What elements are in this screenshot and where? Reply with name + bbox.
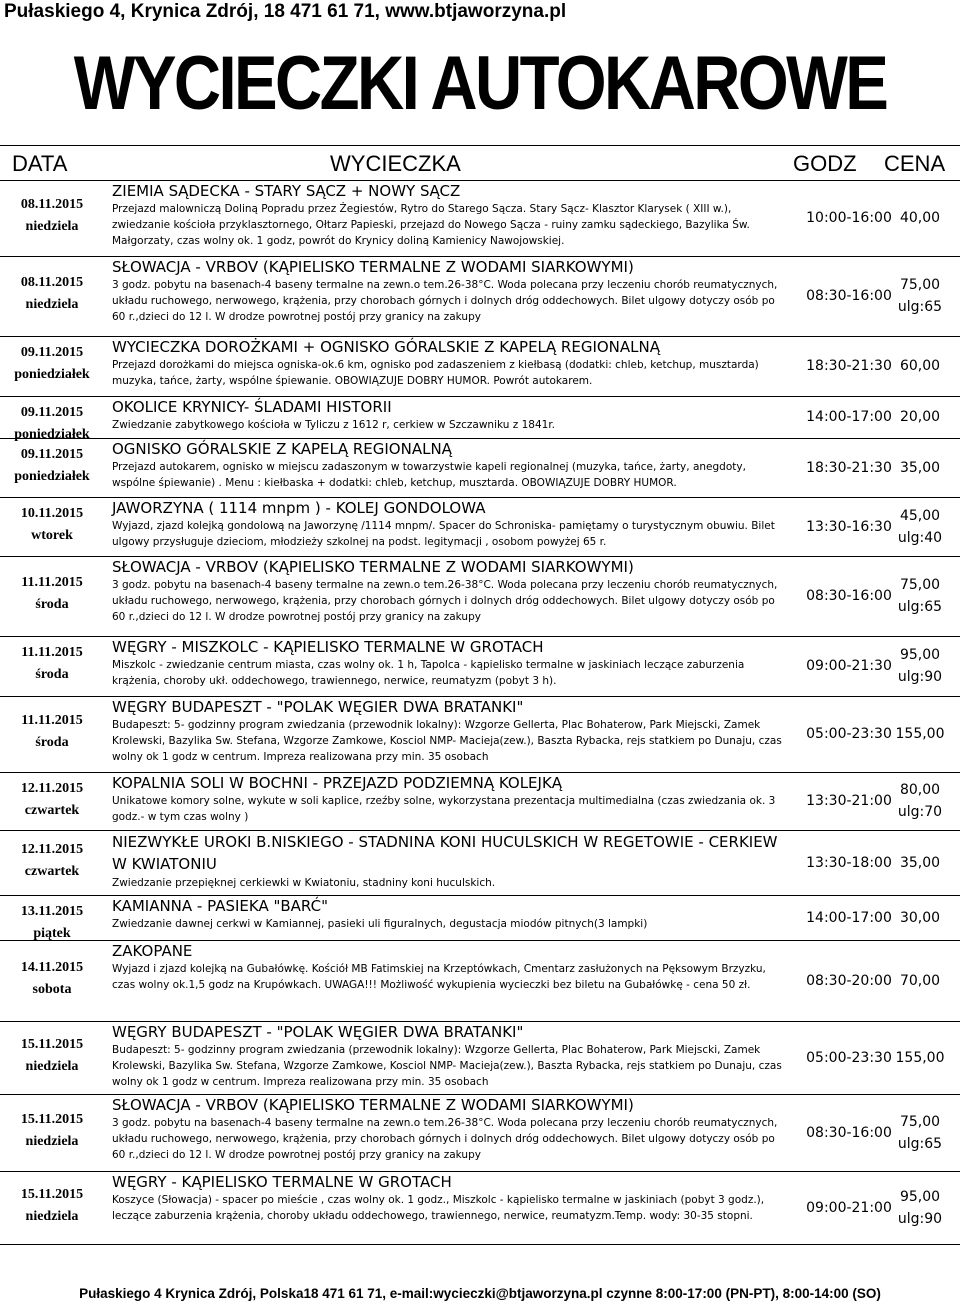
price-regular: 80,00 <box>899 782 941 798</box>
price-regular: 20,00 <box>899 409 941 425</box>
trip-price <box>880 907 960 929</box>
trip-price <box>880 1111 960 1155</box>
trip-title: KAMIANNA - PASIEKA "BARĆ" <box>112 897 328 915</box>
trip-price <box>880 457 960 479</box>
trip-weekday: niedziela <box>25 219 79 234</box>
trip-price <box>880 644 960 688</box>
agency-contact-footer: Pułaskiego 4 Krynica Zdrój, Polska18 471 61 71, e-mail:wycieczki@btjaworzyna.pl czynne 8:00-17:00 (PN-PT), 8:00-14:00 (SO) <box>79 1286 881 1301</box>
trip-row <box>0 1021 960 1094</box>
trip-details <box>112 181 786 249</box>
trip-date <box>0 1186 104 1226</box>
trip-description: Wyjazd, zjazd kolejką gondolową na Jaworzynę /1114 mnpm/. Spacer do Schroniska- pamiętamy o turystycznym obuwiu. Bilet ulgowy przysługuje dzieciom, młodzieży szkolnej na podst. legitymacji , osobom powyżej 65 r. <box>112 520 775 548</box>
trip-description: Zwiedzanie zabytkowego kościoła w Tyliczu z 1612 r, cerkiew w Szczawniku z 1841r. <box>112 419 556 431</box>
trip-weekday: piątek <box>33 926 71 941</box>
trip-date-value: 15.11.2015 <box>20 1111 84 1127</box>
trip-row <box>0 830 960 895</box>
price-regular: 95,00 <box>899 647 941 663</box>
trip-title: WĘGRY - MISZKOLC - KĄPIELISKO TERMALNE W GROTACH <box>112 638 544 656</box>
trip-weekday: niedziela <box>25 297 79 312</box>
trip-date-value: 11.11.2015 <box>21 575 83 590</box>
trip-time: 05:00-23:30 <box>806 1049 892 1066</box>
column-header-trip: WYCIECZKA <box>330 151 461 176</box>
trip-date-value: 15.11.2015 <box>20 1186 84 1202</box>
table-top-border <box>0 145 960 146</box>
price-regular: 70,00 <box>899 972 941 989</box>
trip-title: WĘGRY BUDAPESZT - "POLAK WĘGIER DWA BRATANKI" <box>112 698 524 716</box>
trip-date <box>0 574 104 614</box>
price-regular: 60,00 <box>899 358 941 374</box>
trip-description: Budapeszt: 5- godzinny program zwiedzania (przewodnik lokalny): Wzgorze Gellerta, Plac Bohaterow, Park Miejscki, Zamek Krolewski, Bazylika Sw. Stefana, Wzgorze Zamkowe, Kosciol NMP- Macieja(zew.), Baszta Rybacka, rejs statkiem po Dunaju, czas wolny ok 1 godz w centrum. Impreza realizowana przy min. 35 osobach <box>112 1044 782 1088</box>
trip-date-value: 13.11.2015 <box>20 904 84 919</box>
trip-time: 18:30-21:30 <box>806 358 892 374</box>
trip-description: Unikatowe komory solne, wykute w soli kaplice, rzeźby solne, wykorzystana prezentacja multimedialna (czas zwiedzania ok. 3 godz.- w tym czas wolny ) <box>112 795 776 823</box>
trip-row <box>0 1171 960 1244</box>
trip-row <box>0 438 960 497</box>
trip-date <box>0 644 104 684</box>
trip-date-value: 14.11.2015 <box>20 959 84 975</box>
agency-contact-header: Pułaskiego 4, Krynica Zdrój, 18 471 61 71, www.btjaworzyna.pl <box>4 1 567 22</box>
trip-date-value: 09.11.2015 <box>20 345 84 360</box>
price-regular: 35,00 <box>899 854 941 871</box>
trip-date <box>0 1111 104 1151</box>
trip-time: 09:00-21:00 <box>806 1199 892 1216</box>
trip-description: Koszyce (Słowacja) - spacer po mieście , czas wolny ok. 1 godz., Miszkolc - kąpielisko termalne w jaskiniach (pobyt 3 godz.), leczące zaburzenia krążenia, choroby układu oddechowego, trawiennego, nerwice, reumatyzm.Temp. wody: 30-35 stopni. <box>112 1194 765 1222</box>
trip-title: OGNISKO GÓRALSKIE Z KAPELĄ REGIONALNĄ <box>112 440 452 458</box>
trip-row <box>0 772 960 830</box>
trip-date-value: 08.11.2015 <box>20 275 84 290</box>
trip-date-value: 09.11.2015 <box>20 405 84 420</box>
trip-details <box>112 773 786 825</box>
trip-row <box>0 396 960 442</box>
trip-weekday: czwartek <box>24 863 80 879</box>
trip-date-value: 11.11.2015 <box>21 713 83 728</box>
trip-title: JAWORZYNA ( 1114 mnpm ) - KOLEJ GONDOLOWA <box>112 499 486 517</box>
price-reduced: ulg:90 <box>897 1210 943 1227</box>
trip-row <box>0 636 960 696</box>
trip-weekday: poniedziałek <box>14 469 90 484</box>
trip-row <box>0 556 960 636</box>
column-header-time: GODZ <box>793 151 857 176</box>
trip-details <box>112 397 786 433</box>
price-regular: 155,00 <box>895 726 945 742</box>
trip-date-value: 09.11.2015 <box>20 447 84 462</box>
trip-date <box>0 1036 104 1076</box>
trip-time: 05:00-23:30 <box>806 726 892 742</box>
trip-details <box>112 498 786 550</box>
price-regular: 75,00 <box>899 577 941 593</box>
price-regular: 75,00 <box>899 1113 941 1130</box>
trip-time: 08:30-20:00 <box>806 972 892 989</box>
trip-date-value: 15.11.2015 <box>20 1036 84 1052</box>
trip-time: 18:30-21:30 <box>806 459 892 476</box>
trip-details <box>112 1095 786 1163</box>
trip-time: 13:30-18:00 <box>806 854 892 871</box>
trip-description: Wyjazd i zjazd kolejką na Gubałówkę. Kościół MB Fatimskiej na Krzeptówkach, Cmentarz zasłużonych na Pęksowym Brzyzku, czas wolny ok.1,5 godz na Krupówkach. UWAGA!!! Możliwość wykupienia wycieczki bez biletu na Gubałówkę - cena 50 zł. <box>112 963 766 991</box>
trip-time: 09:00-21:30 <box>806 658 892 674</box>
trip-price <box>880 779 960 823</box>
trip-time: 10:00-16:00 <box>806 210 892 226</box>
trip-price <box>880 574 960 618</box>
trip-row <box>0 497 960 556</box>
column-header-date: DATA <box>12 151 68 176</box>
trip-details <box>112 557 786 625</box>
trip-description: Przejazd malowniczą Doliną Popradu przez Żegiestów, Rytro do Starego Sącza. Stary Sącz- Klasztor Klarysek ( XIII w.), zwiedzanie kościoła przyklasztornego, Ołtarz Papieski, przejazd do Nowego Sącza - ruiny zamku sądeckiego, Bazylika Św. Małgorzaty, czas wolny ok. 1 godz, powrót do Krynicy doliną Kamienicy Nawojowskiej. <box>112 203 750 247</box>
trip-details <box>112 941 786 993</box>
trip-details <box>112 257 786 325</box>
trip-row <box>0 895 960 940</box>
trip-weekday: niedziela <box>25 1058 79 1074</box>
trip-price <box>880 970 960 992</box>
trip-price <box>880 406 960 428</box>
trip-time: 08:30-16:00 <box>806 1124 892 1141</box>
trip-title: WĘGRY - KĄPIELISKO TERMALNE W GROTACH <box>112 1173 452 1191</box>
column-header-price: CENA <box>884 151 946 176</box>
trip-details <box>112 896 786 932</box>
trip-description: 3 godz. pobytu na basenach-4 baseny termalne na zewn.o tem.26-38°C. Woda polecana przy leczeniu chorób reumatycznych, układu ruchowego, nerwowego, krążenia, przy chorobach górnych i dolnych dróg oddechowych. Bilet ulgowy dotyczy osób po 60 r.,dzieci do 12 l. W drodze powrotnej postój przy granicy na zakupy <box>112 1117 778 1161</box>
trip-row <box>0 696 960 772</box>
trip-time: 08:30-16:00 <box>806 588 892 604</box>
trip-details <box>112 337 786 389</box>
trip-date-value: 11.11.2015 <box>21 645 83 660</box>
trip-date-value: 08.11.2015 <box>20 197 84 212</box>
trip-row <box>0 1094 960 1171</box>
trip-weekday: sobota <box>32 981 72 997</box>
trip-price <box>880 1047 960 1069</box>
trip-title: OKOLICE KRYNICY- ŚLADAMI HISTORII <box>112 398 392 416</box>
trip-price <box>880 207 960 229</box>
trip-time: 08:30-16:00 <box>806 288 892 304</box>
trip-title: SŁOWACJA - VRBOV (KĄPIELISKO TERMALNE Z WODAMI SIARKOWYMI) <box>112 558 634 576</box>
price-reduced: ulg:90 <box>897 669 943 685</box>
trip-title: SŁOWACJA - VRBOV (KĄPIELISKO TERMALNE Z WODAMI SIARKOWYMI) <box>112 1096 634 1114</box>
trip-price <box>880 1186 960 1230</box>
trip-title: WĘGRY BUDAPESZT - "POLAK WĘGIER DWA BRATANKI" <box>112 1023 524 1041</box>
trip-date <box>0 841 104 881</box>
trip-weekday: poniedziałek <box>14 367 90 382</box>
trip-date <box>0 959 104 999</box>
price-reduced: ulg:40 <box>897 529 943 546</box>
trip-date <box>0 196 104 236</box>
trip-date <box>0 344 104 384</box>
trip-date <box>0 505 104 545</box>
trip-date <box>0 274 104 314</box>
price-regular: 40,00 <box>899 210 941 226</box>
trip-title: WYCIECZKA DOROŻKAMI + OGNISKO GÓRALSKIE Z KAPELĄ REGIONALNĄ <box>112 338 661 356</box>
trip-details <box>112 439 786 491</box>
table-bottom-border <box>0 1244 960 1245</box>
price-regular: 95,00 <box>899 1188 941 1205</box>
trip-time: 14:00-17:00 <box>806 909 892 926</box>
trip-title: NIEZWYKŁE UROKI B.NISKIEGO - STADNINA KONI HUCULSKICH W REGETOWIE - CERKIEW W KWIATONIU <box>112 833 778 873</box>
price-regular: 155,00 <box>895 1049 945 1066</box>
trip-description: Zwiedzanie przepięknej cerkiewki w Kwiatoniu, stadniny koni huculskich. <box>112 877 496 889</box>
trip-details <box>112 1022 786 1090</box>
trip-description: Budapeszt: 5- godzinny program zwiedzania (przewodnik lokalny): Wzgorze Gellerta, Plac Bohaterow, Park Miejscki, Zamek Krolewski, Bazylika Sw. Stefana, Wzgorze Zamkowe, Kosciol NMP- Macieja(zew.), Baszta Rybacka, rejs statkiem po Dunaju, czas wolny ok 1 godz w centrum. Impreza realizowana przy min. 35 osobach <box>112 719 782 763</box>
price-reduced: ulg:65 <box>897 1135 943 1152</box>
price-regular: 30,00 <box>899 909 941 926</box>
trip-date-value: 10.11.2015 <box>20 506 84 521</box>
trip-description: Przejazd dorożkami do miejsca ogniska-ok.6 km, ognisko pod zadaszeniem z kiełbasą (dodatki: chleb, ketchup, musztarda) muzyka, tańce, żarty, wspólne śpiewanie. OBOWIĄZUJE DOBRY HUMOR. Powrót autokarem. <box>112 359 759 387</box>
trip-description: 3 godz. pobytu na basenach-4 baseny termalne na zewn.o tem.26-38°C. Woda polecana przy leczeniu chorób reumatycznych, układu ruchowego, nerwowego, krążenia, przy chorobach górnych i dolnych dróg oddechowych. Bilet ulgowy dotyczy osób po 60 r.,dzieci do 12 l. W drodze powrotnej postój przy granicy na zakupy <box>112 579 778 623</box>
trip-title: KOPALNIA SOLI W BOCHNI - PRZEJAZD PODZIEMNĄ KOLEJKĄ <box>112 774 563 792</box>
trip-date <box>0 780 104 820</box>
trip-row <box>0 180 960 256</box>
trip-description: Zwiedzanie dawnej cerkwi w Kamiannej, pasieki uli figuralnych, degustacja miodów pitnych(3 lampki) <box>112 918 648 930</box>
trip-title: ZAKOPANE <box>112 942 193 960</box>
trip-weekday: środa <box>35 597 69 612</box>
trip-weekday: środa <box>35 735 69 750</box>
trip-weekday: wtorek <box>31 528 73 543</box>
trip-price <box>880 852 960 874</box>
page-title: WYCIECZKI AUTOKAROWE <box>73 41 887 126</box>
trip-date <box>0 446 104 486</box>
trip-description: Miszkolc - zwiedzanie centrum miasta, czas wolny ok. 1 h, Tapolca - kąpielisko termalne w jaskiniach leczące zaburzenia krążenia, choroby ukł. oddechowego, trawiennego, nerwice, reumatyzm (pobyt 3 h). <box>112 659 745 687</box>
trip-description: Przejazd autokarem, ognisko w miejscu zadaszonym w towarzystwie kapeli regionalnej (muzyka, tańce, żarty, anegdoty, wspólne śpiewanie) . Menu : kiełbaska + dodatki: chleb, ketchup, musztarda. OBOWIĄZUJE DOBRY HUMOR. <box>112 461 746 489</box>
trip-details <box>112 697 786 765</box>
trip-date-value: 12.11.2015 <box>20 781 84 796</box>
trip-date <box>0 903 104 943</box>
trip-time: 13:30-16:30 <box>806 518 892 535</box>
trip-title: ZIEMIA SĄDECKA - STARY SĄCZ + NOWY SĄCZ <box>112 182 461 200</box>
price-reduced: ulg:65 <box>897 599 943 615</box>
price-reduced: ulg:65 <box>897 299 943 315</box>
trip-time: 13:30-21:00 <box>806 793 892 809</box>
trip-date <box>0 712 104 752</box>
trip-details <box>112 637 786 689</box>
trip-date-value: 12.11.2015 <box>20 841 84 857</box>
trip-row <box>0 336 960 396</box>
trip-details <box>112 831 786 891</box>
trip-weekday: niedziela <box>25 1208 79 1224</box>
trip-description: 3 godz. pobytu na basenach-4 baseny termalne na zewn.o tem.26-38°C. Woda polecana przy leczeniu chorób reumatycznych, układu ruchowego, nerwowego, krążenia, przy chorobach górnych i dolnych dróg oddechowych. Bilet ulgowy dotyczy osób po 60 r.,dzieci do 12 l. W drodze powrotnej postój przy granicy na zakupy <box>112 279 778 323</box>
trip-details <box>112 1172 786 1224</box>
trip-row <box>0 940 960 1021</box>
price-regular: 45,00 <box>899 507 941 524</box>
trip-weekday: czwartek <box>24 803 80 818</box>
trip-price <box>880 355 960 377</box>
price-regular: 75,00 <box>899 277 941 293</box>
trip-weekday: niedziela <box>25 1133 79 1149</box>
trip-title: SŁOWACJA - VRBOV (KĄPIELISKO TERMALNE Z WODAMI SIARKOWYMI) <box>112 258 634 276</box>
trip-row <box>0 256 960 336</box>
trip-price <box>880 723 960 745</box>
trip-weekday: poniedziałek <box>14 427 90 442</box>
trip-weekday: środa <box>35 667 69 682</box>
trip-time: 14:00-17:00 <box>806 409 892 425</box>
trip-price <box>880 505 960 549</box>
trip-price <box>880 274 960 318</box>
price-reduced: ulg:70 <box>897 804 943 820</box>
price-regular: 35,00 <box>899 459 941 476</box>
